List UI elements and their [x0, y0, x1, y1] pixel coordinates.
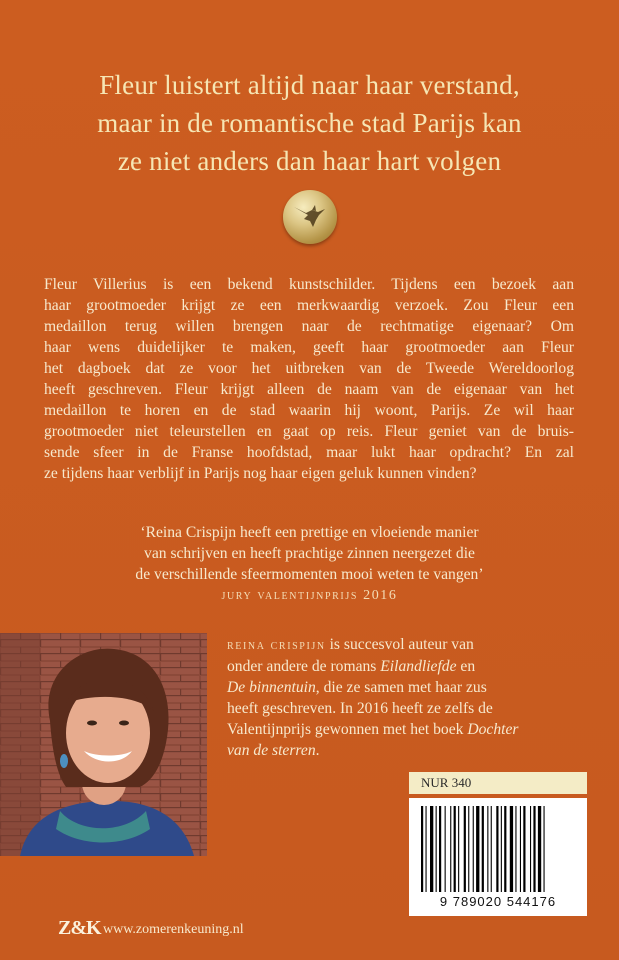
- barcode-bar: [501, 806, 502, 892]
- barcode-bar: [523, 806, 525, 892]
- quote-line: ‘Reina Crispijn heeft een prettige en vloeiende manier: [140, 524, 479, 541]
- nur-code: NUR 340: [409, 772, 587, 794]
- barcode-bar: [421, 806, 423, 892]
- barcode-bar: [538, 806, 541, 892]
- tagline-line: ze niet anders dan haar hart volgen: [117, 146, 502, 176]
- barcode-bar: [515, 806, 516, 892]
- barcode-bar: [464, 806, 466, 892]
- bio-line: [227, 719, 587, 740]
- bio-line: [227, 740, 587, 761]
- book-title: Dochter: [467, 721, 519, 738]
- synopsis-line: Fleur Villerius is een bekend kunstschilder. Tijdens een bezoek aan: [44, 276, 574, 293]
- quote-attribution: jury valentijnprijs 2016: [221, 588, 398, 603]
- bio-line: [227, 634, 587, 656]
- synopsis-line: grootmoeder niet teleurstellen en gaat op reis. Fleur geniet van de bruis-: [44, 423, 574, 440]
- barcode-bar: [482, 806, 484, 892]
- synopsis-line: medaillon terug willen brengen naar de rechtmatige eigenaar? Om: [44, 318, 574, 335]
- author-bio: [227, 634, 587, 761]
- quote-line: de verschillende sfeermomenten mooi weten te vangen’: [135, 566, 484, 583]
- book-title: van de sterren: [227, 742, 316, 759]
- bio-text: onder andere de romans: [227, 658, 381, 675]
- barcode-bar: [430, 806, 433, 892]
- bio-text: Valentijnprijs gewonnen met het boek: [227, 721, 468, 738]
- barcode-bar: [458, 806, 459, 892]
- barcode-bar: [436, 806, 437, 892]
- barcode-bar: [445, 806, 446, 892]
- publisher-logo: Z&K: [58, 917, 101, 939]
- barcode-bar: [426, 806, 427, 892]
- barcode-bar: [468, 806, 469, 892]
- tagline-line: maar in de romantische stad Parijs kan: [97, 108, 522, 138]
- synopsis-line: sende sfeer in de Franse hoofdstad, maar lukt haar opdracht? En zal: [44, 444, 574, 461]
- barcode-bar: [510, 806, 513, 892]
- author-photo: [0, 633, 207, 856]
- bio-line: heeft geschreven. In 2016 heeft ze zelfs de: [227, 700, 493, 717]
- bio-text: is succesvol auteur van: [325, 636, 474, 653]
- synopsis: [44, 274, 574, 484]
- barcode-bar: [476, 806, 479, 892]
- isbn-number: 9 789020 544176: [439, 894, 557, 909]
- author-name: reina crispijn: [227, 638, 326, 653]
- book-title: Eilandliefde: [380, 658, 457, 675]
- review-quote: [40, 522, 579, 606]
- hummingbird-medallion-icon: [283, 190, 337, 244]
- synopsis-line: heeft geschreven. Fleur krijgt alleen de naam van de eigenaar van het: [44, 381, 574, 398]
- barcode-bar: [454, 806, 456, 892]
- barcode-bars: [419, 806, 577, 892]
- barcode-bar: [544, 806, 545, 892]
- bio-line: [227, 677, 587, 698]
- synopsis-line: haar wens duidelijker te maken, geeft haar grootmoeder aan Fleur: [44, 339, 574, 356]
- barcode-bar: [491, 806, 492, 892]
- barcode-bar: [530, 806, 531, 892]
- tagline-line: Fleur luistert altijd naar haar verstand,: [99, 70, 520, 100]
- barcode-bar: [533, 806, 535, 892]
- barcode-bar: [450, 806, 451, 892]
- synopsis-line: medaillon te horen en de stad waarin hij woont, Parijs. Ze wil haar: [44, 402, 574, 419]
- barcode-bar: [487, 806, 488, 892]
- quote-line: van schrijven en heeft prachtige zinnen neergezet die: [144, 545, 475, 562]
- synopsis-line: haar grootmoeder krijgt ze een merkwaardig verzoek. Zou Fleur een: [44, 297, 574, 314]
- synopsis-line: ze tijdens haar verblijf in Parijs nog haar eigen geluk kunnen vinden?: [44, 465, 477, 482]
- bio-text: , die ze samen met haar zus: [315, 679, 487, 696]
- bio-text: en: [456, 658, 476, 675]
- barcode-bar: [520, 806, 521, 892]
- synopsis-line: het dagboek dat ze voor het uitbreken van de Tweede Wereldoorlog: [44, 360, 574, 377]
- book-title: De binnentuin: [227, 679, 316, 696]
- barcode-bar: [439, 806, 441, 892]
- tagline: [40, 66, 579, 180]
- barcode: [409, 798, 587, 916]
- barcode-bar: [496, 806, 498, 892]
- publisher-website[interactable]: www.zomerenkeuning.nl: [103, 922, 244, 937]
- barcode-bar: [504, 806, 506, 892]
- bio-line: [227, 656, 587, 677]
- bio-text: .: [315, 742, 320, 759]
- barcode-bar: [473, 806, 474, 892]
